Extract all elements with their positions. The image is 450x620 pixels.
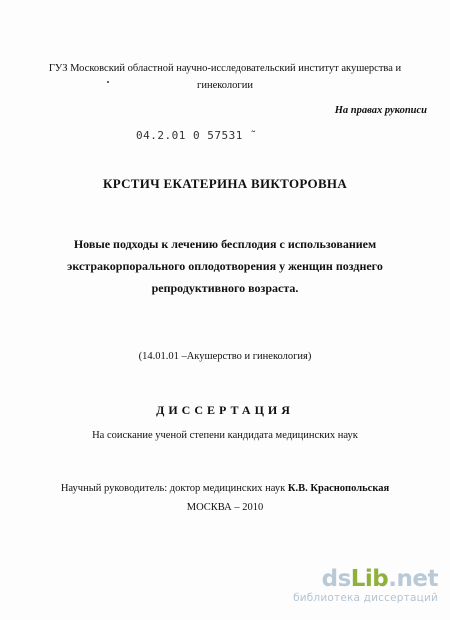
- manuscript-rights-note: На правах рукописи: [334, 105, 427, 116]
- logo-part-ds: ds: [321, 566, 351, 592]
- institute-name: ГУЗ Московский областной научно-исследовательский институт акушерства и гинекологии: [48, 63, 402, 91]
- dslib-logo: [293, 567, 438, 591]
- document-type-heading: ДИССЕРТАЦИЯ: [156, 403, 294, 417]
- registration-stamp: 04.2.01 0 57531 ˜: [136, 129, 258, 142]
- degree-statement: На соискание ученой степени кандидата медицинских наук: [92, 430, 358, 441]
- dissertation-title: Новые подходы к лечению бесплодия с использованием экстракорпорального оплодотворения у женщин позднего репродуктивного возраста.: [67, 237, 383, 295]
- author-name: КРСТИЧ ЕКАТЕРИНА ВИКТОРОВНА: [102, 176, 348, 191]
- logo-part-net: .net: [388, 566, 438, 592]
- dslib-watermark: [293, 567, 438, 605]
- logo-part-lib: Lib: [350, 566, 389, 592]
- scan-speck: [107, 81, 109, 83]
- supervisor-name: К.В. Краснопольская: [287, 483, 390, 494]
- specialty-code: (14.01.01 –Акушерство и гинекология): [138, 351, 312, 362]
- supervisor-line: [0, 483, 450, 494]
- supervisor-label: Научный руководитель: доктор медицинских наук: [60, 483, 288, 494]
- city-year: МОСКВА – 2010: [186, 502, 264, 513]
- watermark-subtitle: библиотека диссертаций: [293, 592, 438, 604]
